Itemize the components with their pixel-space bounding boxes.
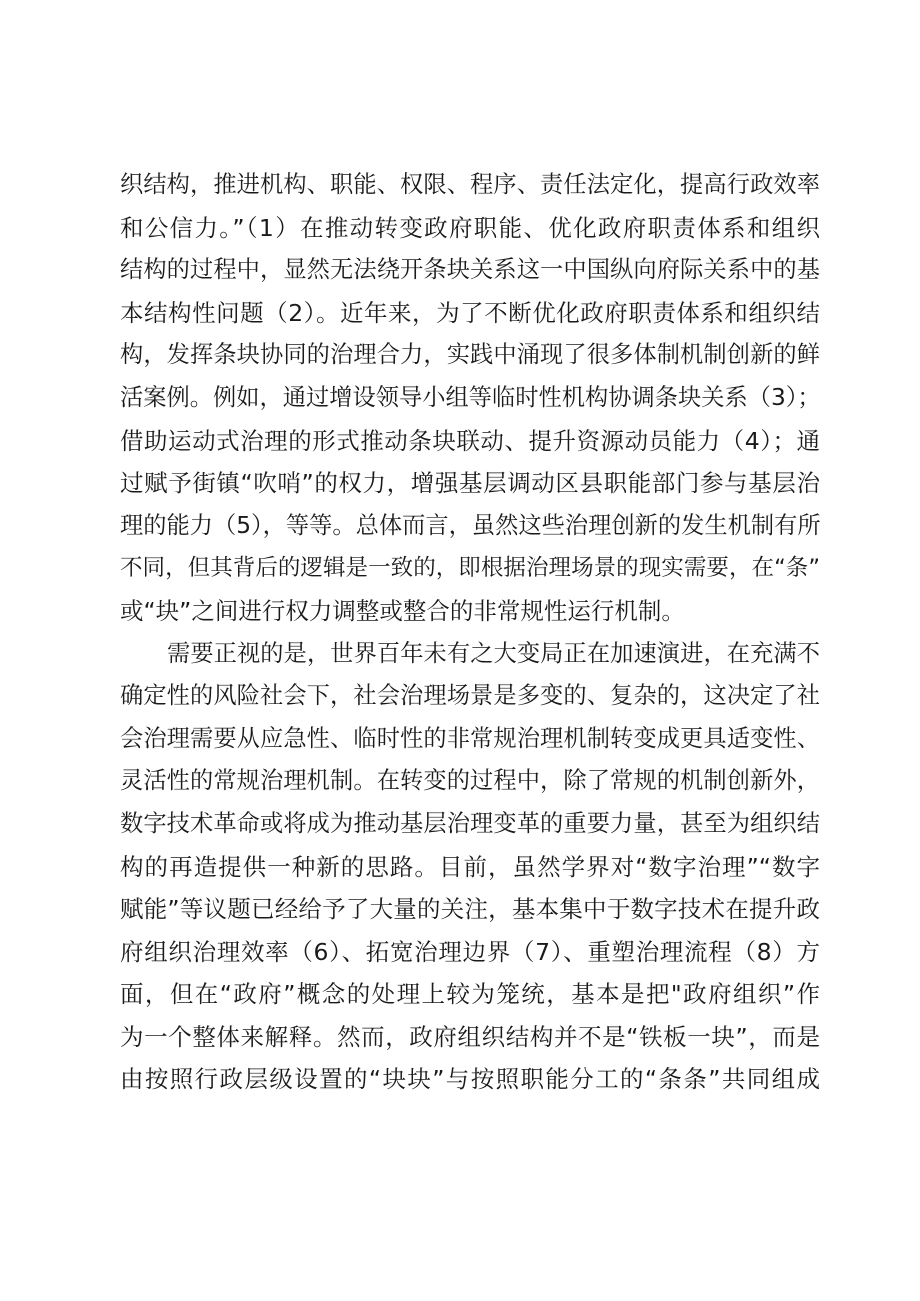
body-text: [120, 164, 820, 1101]
text-line: 构的再造提供一种新的思路。目前，虽然学界对“数字治理”“数字: [120, 852, 820, 881]
text-line: 活案例。例如，通过增设领导小组等临时性机构协调条块关系（3）；: [120, 383, 821, 411]
text-line: 赋能”等议题已经给予了大量的关注，基本集中于数字技术在提升政: [120, 895, 820, 924]
text-line: 过赋予街镇“吹哨”的权力，增强基层调动区县职能部门参与基层治: [120, 469, 820, 498]
text-line: 理的能力（5），等等。总体而言，虽然这些治理创新的发生机制有所: [120, 511, 821, 539]
text-line: 本结构性问题（2）。近年来，为了不断优化政府职责体系和组织结: [120, 298, 820, 327]
text-line: 结构的过程中，显然无法绕开条块关系这一中国纵向府际关系中的基: [120, 256, 820, 284]
text-line: 数字技术革命或将成为推动基层治理变革的重要力量，甚至为组织结: [120, 809, 820, 837]
paragraph-1: [120, 164, 820, 633]
text-line: 和公信力。”（1）在推动转变政府职能、优化政府职责体系和组织: [120, 213, 820, 242]
text-line: 不同，但其背后的逻辑是一致的，即根据治理场景的现实需要，在“条”: [120, 555, 820, 582]
text-line: 需要正视的是，世界百年未有之大变局正在加速演进，在充满不: [167, 639, 820, 667]
text-line: 面，但在“政府”概念的处理上较为笼统，基本是把"政府组织”作: [120, 980, 820, 1009]
text-line: 借助运动式治理的形式推动条块联动、提升资源动员能力（4）；通: [120, 426, 820, 455]
text-line: 织结构，推进机构、职能、权限、程序、责任法定化，提高行政效率: [120, 171, 820, 198]
text-line: 由按照行政层级设置的“块块”与按照职能分工的“条条”共同组成: [120, 1065, 820, 1094]
paragraph-2: [120, 633, 820, 1102]
text-line: 府组织治理效率（6）、拓宽治理边界（7）、重塑治理流程（8）方: [120, 937, 820, 966]
text-line: 为一个整体来解释。然而，政府组织结构并不是“铁板一块”，而是: [120, 1022, 820, 1051]
text-line: 或“块”之间进行权力调整或整合的非常规性运行机制。: [120, 596, 685, 625]
text-line: 构，发挥条块协同的治理合力，实践中涌现了很多体制机制创新的鲜: [120, 341, 820, 369]
text-line: 灵活性的常规治理机制。在转变的过程中，除了常规的机制创新外，: [120, 767, 820, 795]
text-line: 确定性的风险社会下，社会治理场景是多变的、复杂的，这决定了社: [120, 682, 820, 710]
text-line: 会治理需要从应急性、临时性的非常规治理机制转变成更具适变性、: [120, 724, 820, 752]
